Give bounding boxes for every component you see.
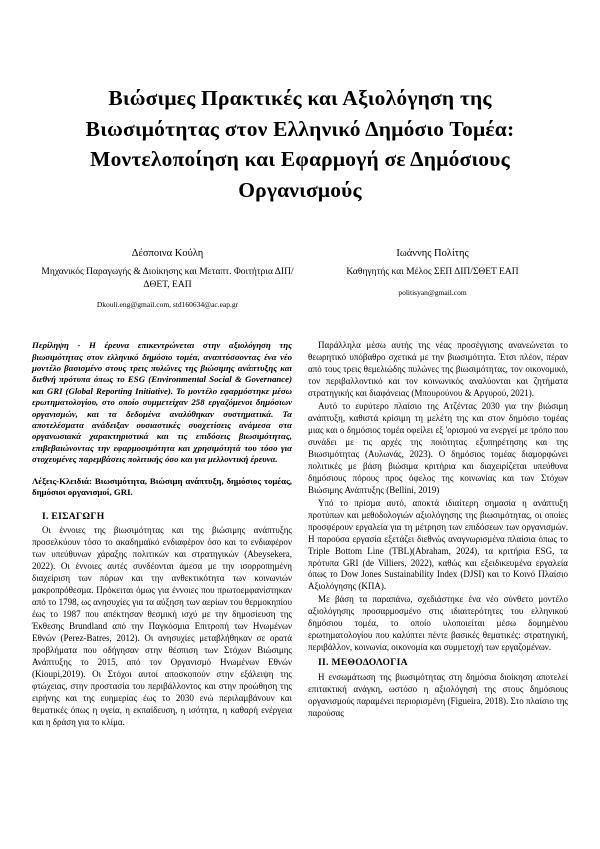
author-block-2 [305, 247, 560, 310]
author-1-name: Δέσποινα Κούλη [131, 248, 204, 260]
author-1-email: Dkouli.eng@gmail.com, std160634@ac.eap.gr [96, 300, 239, 310]
methodology-paragraph-1: Η ενσωμάτωση της βιωσιμότητας στη δημόσια διοίκηση αποτελεί επιτακτική ανάγκη, ωστόσο η αξιολόγησή της στους δημόσιους οργανισμούς παραμένει περιορισμένη (Figueira, 2018). Στο πλαίσιο της παρούσας [308, 672, 568, 718]
author-2-email: politisyan@gmail.com [398, 287, 467, 297]
right-column [308, 340, 568, 729]
section-heading-methodology: II. ΜΕΘΟΔΟΛΟΓΙΑ [318, 657, 408, 669]
author-2-name: Ιωάννης Πολίτης [396, 248, 469, 260]
introduction-paragraph-1: Οι έννοιες της βιωσιμότητας και της βιώσιμης ανάπτυξης προσελκύουν τόσο το ακαδημαϊκό ενδιαφέρον όσο και το ενδιαφέρον των υπεύθυνων χάραξης πολιτικών και στρατηγικών (Abeysekera, 2022). Οι έννοιες αυτές συνδέονται άμεσα με την ισορροπημένη διαχείριση των πόρων και την ανθεκτικότητα των κοινωνιών μακροπρόθεσμα. Πρόκειται όμως για έννοιες που πρωτοεμφανίστηκαν από το 1798, ως ανησυχίες για τα αύξηση των αερίων του θερμοκηπίου έως το 1987 που απέκτησαν θεσμική ισχύ με την δημοσίευση της Έκθεσης Brundland από την Παγκόσμια Επιτροπή των Ηνωμένων Εθνών (Perez-Batres, 2012). Οι ανησυχίες μεταβλήθηκαν σε ορατά προβλήματα που οδήγησαν στην θέσπιση των Στόχων Βιώσιμης Ανάπτυξης το 2015, από τον Οργανισμό Ηνωμένων Εθνών (Kioupi,2019). Οι Στόχοι αυτοί αποσκοπούν στην εξάλειψη της φτώχειας, στην προστασία του περιβάλλοντος και στην προώθηση της ειρήνης και της ευημερίας έως το 2030 ενώ περιλαμβάνουν και θεματικές όπως η υγεία, η εκπαίδευση, η ισότητα, η καθαρή ενέργεια και η δράση για το κλίμα. [32, 525, 292, 727]
introduction-paragraph-3: Αυτό το ευρύτερο πλαίσιο της Ατζέντας 2030 για την βιώσιμη ανάπτυξη, καθιστά κρίσιμη τη μελέτη της και στον δημόσιο τομέας μιας και ο δημόσιος τομέα οφείλει εξ 'ορισμού να ενεργεί με τρόπο που συνάδει με τις αρχές της ποιότητας εξυπηρέτησης και της Βιωσιμότητας (Αυλωνάς, 2023). Ο δημόσιος τομέας διαμορφώνει πολιτικές με βάση βιώσιμα κριτήρια και διαχειρίζεται υπεύθυνα δημόσιους πόρους προς όφελος της κοινωνίας και των Στόχων Βιώσιμης Ανάπτυξης (Bellini, 2019) [308, 400, 568, 495]
left-column [32, 340, 292, 729]
section-heading-introduction: I. ΕΙΣΑΓΩΓΗ [42, 510, 105, 522]
author-2-affiliation: Καθηγητής και Μέλος ΣΕΠ ΔΙΠ/ΣΘΕΤ ΕΑΠ [346, 266, 519, 277]
abstract-paragraph: Περίληψη - Η έρευνα επικεντρώνεται στην αξιολόγηση της βιωσιμότητας στον ελληνικό δημόσιο τομέα, αναπτύσσοντας ένα νέο μοντέλο βασισμένο στους τρεις πυλώνες της βιώσιμης ανάπτυξης και διεθνή πρότυπα όπως το ESG (Environmental Social & Governance) και GRI (Global Reporting Initiative). Το μοντέλο εφαρμόστηκε μέσω ερωτηματολογίου, στο οποίο συμμετείχαν 258 εργαζόμενοι δημόσιων οργανισμών, και τα δεδομένα αναλύθηκαν συστηματικά. Τα αποτελέσματα ανάδειξαν ουσιαστικές συσχετίσεις ανάμεσα στα οργανωσιακά χαρακτηριστικά και τις επιδόσεις βιωσιμότητας, επιβεβαιώνοντας την εφαρμοσιμότητα και χρησιμότητά του τόσο για στοχευμένες παρεμβάσεις πολιτικής όσο και για μελλοντική έρευνα. [32, 340, 292, 465]
author-1-affiliation: Μηχανικός Παραγωγής & Διοίκησης και Μεταπτ. Φοιτήτρια ΔΙΠ/ΔΘΕΤ, ΕΑΠ [41, 266, 294, 290]
introduction-paragraph-2: Παράλληλα μέσω αυτής της νέας προσέγγισης ανανεώνεται το θεωρητικό υπόβαθρο σχετικά με την βιωσιμότητα. Έτσι πλέον, πέραν από τους τρεις θεμελιώδης πυλώνες της βιωσιμότητας, τον οικονομικό, τον περιβαλλοντικό και τον κοινωνικός αναλύονται και ζητήματα στρατηγικής και διαφάνειας (Μπουρούνου & Αργυρού, 2021). [308, 340, 568, 398]
paper-title: Βιώσιμες Πρακτικές και Αξιολόγηση της Βιωσιμότητας στον Ελληνικό Δημόσιο Τομέα: Μοντελοποίηση και Εφαρμογή σε Δημόσιους Οργανισμούς [85, 86, 515, 202]
keywords-paragraph: Λέξεις-Κλειδιά: Βιωσιμότητα, Βιώσιμη ανάπτυξη, δημόσιος τομέας, δημόσιοι οργανισμοί, GRI. [32, 475, 292, 498]
author-block-1 [40, 247, 295, 310]
body-columns [32, 340, 568, 729]
authors-row [40, 247, 560, 310]
introduction-paragraph-4: Υπό το πρίσμα αυτό, αποκτά ιδιαίτερη σημασία η ανάπτυξη προτύπων και μεθοδολογιών αξιολόγησης της βιωσιμότητας, οι οποίες προσφέρουν εργαλεία για τη μέτρηση των επιδόσεων των οργανισμών. Η παρούσα εργασία εξετάζει διεθνώς αναγνωρισμένα πλαίσια όπως το Triple Bottom Line (TBL)(Abraham, 2024), τα κριτήρια ESG, τα πρότυπα GRI (de Villiers, 2022), καθώς και εξειδικευμένα εργαλεία όπως το Dow Jones Sustainability Index (DJSI) και το Κοινό Πλαίσιο Αξιολόγησης (ΚΠΑ). [308, 497, 568, 592]
introduction-paragraph-5: Με βάση τα παραπάνω, σχεδιάστηκε ένα νέο σύνθετο μοντέλο αξιολόγησης προσαρμοσμένο στις ιδιαιτερότητες του ελληνικού δημόσιου τομέα, το οποίο υλοποιείται μέσω δομημένου ερωτηματολογίου που καλύπτει πέντε βασικές θεματικές: στρατηγική, περιβάλλον, κοινωνία, οικονομία και συμμετοχή των εργαζομένων. [308, 594, 568, 653]
